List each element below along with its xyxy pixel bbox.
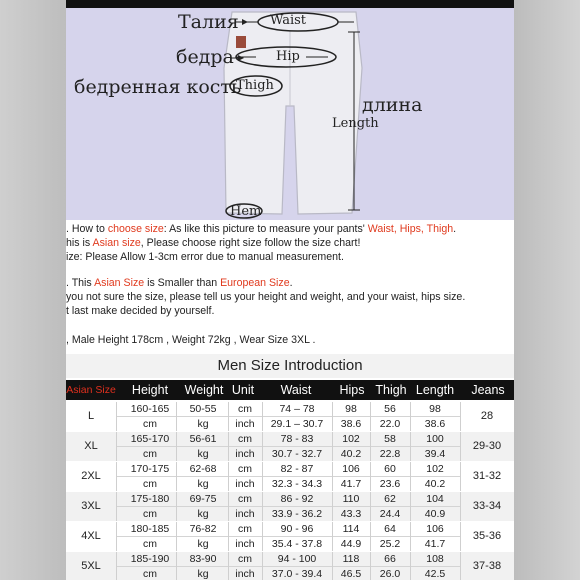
header-thigh: Thigh xyxy=(375,383,407,397)
thigh-inch-cell: 24.4 xyxy=(379,508,401,520)
table-row xyxy=(66,432,514,461)
label-ru-hips: бедра xyxy=(176,46,234,68)
column-divider xyxy=(228,462,229,491)
waist-cm-cell: 86 - 92 xyxy=(280,493,314,505)
column-divider xyxy=(228,552,229,580)
hips-cm-cell: 110 xyxy=(342,493,360,505)
column-divider xyxy=(332,492,333,521)
column-divider xyxy=(176,492,177,521)
size-chart-image xyxy=(66,8,514,580)
column-divider xyxy=(228,402,229,431)
unit-inch-cell: inch xyxy=(235,568,255,580)
weight-cm-cell: 50-55 xyxy=(189,403,217,415)
row-divider xyxy=(116,446,460,447)
height-cm-cell: 185-190 xyxy=(130,553,170,565)
instruction-line-5: you not sure the size, please tell us your height and weight, and your waist, hips size. xyxy=(66,291,466,303)
length-inch-cell: 41.7 xyxy=(424,538,446,550)
unit-inch-cell: inch xyxy=(235,508,255,520)
hips-inch-cell: 40.2 xyxy=(340,448,362,460)
waist-cm-cell: 94 - 100 xyxy=(277,553,317,565)
column-divider xyxy=(332,522,333,551)
hips-inch-cell: 41.7 xyxy=(340,478,362,490)
pants-illustration xyxy=(66,8,514,220)
weight-inch-cell: kg xyxy=(197,448,209,460)
unit-cm-cell: cm xyxy=(238,553,252,565)
table-row xyxy=(66,462,514,491)
waist-inch-cell: 33.9 - 36.2 xyxy=(271,508,323,520)
length-inch-cell: 38.6 xyxy=(424,418,446,430)
weight-inch-cell: kg xyxy=(197,508,209,520)
waist-inch-cell: 29.1 – 30.7 xyxy=(270,418,324,430)
waist-inch-cell: 32.3 - 34.3 xyxy=(271,478,323,490)
length-cm-cell: 108 xyxy=(426,553,444,565)
column-divider xyxy=(262,492,263,521)
unit-inch-cell: inch xyxy=(235,538,255,550)
column-divider xyxy=(332,552,333,580)
column-divider xyxy=(262,462,263,491)
column-divider xyxy=(262,432,263,461)
weight-cm-cell: 69-75 xyxy=(189,493,217,505)
column-divider xyxy=(176,522,177,551)
header-weight: Weight xyxy=(184,383,224,397)
blurred-right-border xyxy=(514,0,580,580)
column-divider xyxy=(370,462,371,491)
thigh-cm-cell: 62 xyxy=(384,493,396,505)
instruction-line-2: his is Asian size, Please choose right size follow the size chart! xyxy=(66,237,361,249)
instruction-line-1: . How to choose size: As like this picture to measure your pants' Waist, Hips, Thigh. xyxy=(66,223,457,235)
header-height: Height xyxy=(131,383,169,397)
weight-inch-cell: kg xyxy=(197,538,209,550)
label-hip: Hip xyxy=(276,49,300,64)
length-cm-cell: 100 xyxy=(426,433,444,445)
height-inch-cell: cm xyxy=(143,478,157,490)
thigh-inch-cell: 22.0 xyxy=(379,418,401,430)
column-divider xyxy=(116,402,117,431)
label-ru-waist: Талия xyxy=(178,11,239,33)
height-inch-cell: cm xyxy=(143,448,157,460)
column-divider xyxy=(332,402,333,431)
length-inch-cell: 40.2 xyxy=(424,478,446,490)
thigh-cm-cell: 66 xyxy=(384,553,396,565)
column-divider xyxy=(410,462,411,491)
weight-inch-cell: kg xyxy=(197,418,209,430)
column-divider xyxy=(116,462,117,491)
jeans-cell: 35-36 xyxy=(472,530,502,542)
waist-inch-cell: 37.0 - 39.4 xyxy=(271,568,323,580)
weight-cm-cell: 76-82 xyxy=(189,523,217,535)
column-divider xyxy=(176,552,177,580)
header-waist: Waist xyxy=(280,383,312,397)
column-divider xyxy=(332,462,333,491)
weight-cm-cell: 62-68 xyxy=(189,463,217,475)
hips-cm-cell: 102 xyxy=(342,433,360,445)
hips-cm-cell: 114 xyxy=(342,523,360,535)
unit-inch-cell: inch xyxy=(235,448,255,460)
size-cell: L xyxy=(87,410,95,422)
thigh-cm-cell: 60 xyxy=(384,463,396,475)
column-divider xyxy=(116,552,117,580)
column-divider xyxy=(410,552,411,580)
header-length: Length xyxy=(415,383,455,397)
blurred-left-border xyxy=(0,0,66,580)
header-jeans: Jeans xyxy=(471,383,505,397)
table-row xyxy=(66,522,514,551)
waist-cm-cell: 74 – 78 xyxy=(279,403,315,415)
column-divider xyxy=(116,492,117,521)
length-inch-cell: 40.9 xyxy=(424,508,446,520)
length-cm-cell: 104 xyxy=(426,493,444,505)
unit-cm-cell: cm xyxy=(238,433,252,445)
table-header-row xyxy=(66,380,514,400)
thigh-cm-cell: 56 xyxy=(384,403,396,415)
table-row xyxy=(66,552,514,580)
weight-cm-cell: 83-90 xyxy=(189,553,217,565)
hips-cm-cell: 98 xyxy=(345,403,357,415)
jeans-cell: 29-30 xyxy=(472,440,502,452)
waist-cm-cell: 78 - 83 xyxy=(280,433,314,445)
instruction-line-6: t last make decided by yourself. xyxy=(66,305,215,317)
header-hips: Hips xyxy=(339,383,365,397)
hips-inch-cell: 44.9 xyxy=(340,538,362,550)
unit-inch-cell: inch xyxy=(235,418,255,430)
waist-inch-cell: 30.7 - 32.7 xyxy=(271,448,323,460)
waist-cm-cell: 90 - 96 xyxy=(280,523,314,535)
hips-cm-cell: 106 xyxy=(342,463,360,475)
table-row xyxy=(66,402,514,431)
column-divider xyxy=(460,462,461,491)
instruction-line-4: . This Asian Size is Smaller than European Size. xyxy=(66,277,293,289)
row-divider xyxy=(116,416,460,417)
top-black-bar xyxy=(66,0,514,8)
unit-cm-cell: cm xyxy=(238,463,252,475)
jeans-cell: 33-34 xyxy=(472,500,502,512)
column-divider xyxy=(116,432,117,461)
column-divider xyxy=(460,432,461,461)
height-inch-cell: cm xyxy=(143,508,157,520)
label-hem: Hem xyxy=(230,204,262,219)
length-cm-cell: 102 xyxy=(426,463,444,475)
label-waist: Waist xyxy=(270,13,307,28)
weight-cm-cell: 56-61 xyxy=(189,433,217,445)
thigh-inch-cell: 23.6 xyxy=(379,478,401,490)
row-divider xyxy=(116,566,460,567)
jeans-cell: 37-38 xyxy=(472,560,502,572)
size-cell: 3XL xyxy=(81,500,101,512)
row-divider xyxy=(116,536,460,537)
unit-cm-cell: cm xyxy=(238,493,252,505)
size-cell: 5XL xyxy=(81,560,101,572)
hips-cm-cell: 118 xyxy=(342,553,360,565)
length-cm-cell: 106 xyxy=(426,523,444,535)
label-ru-length: длина xyxy=(362,94,423,116)
column-divider xyxy=(410,402,411,431)
thigh-cm-cell: 64 xyxy=(384,523,396,535)
column-divider xyxy=(410,432,411,461)
unit-cm-cell: cm xyxy=(238,403,252,415)
column-divider xyxy=(332,432,333,461)
length-cm-cell: 98 xyxy=(429,403,441,415)
table-title: Men Size Introduction xyxy=(66,354,514,378)
size-cell: XL xyxy=(84,440,98,452)
column-divider xyxy=(370,432,371,461)
column-divider xyxy=(460,552,461,580)
column-divider xyxy=(176,432,177,461)
column-divider xyxy=(262,552,263,580)
size-cell: 4XL xyxy=(81,530,101,542)
column-divider xyxy=(370,492,371,521)
height-cm-cell: 160-165 xyxy=(130,403,170,415)
row-divider xyxy=(116,476,460,477)
unit-cm-cell: cm xyxy=(238,523,252,535)
column-divider xyxy=(460,492,461,521)
column-divider xyxy=(460,522,461,551)
column-divider xyxy=(370,522,371,551)
column-divider xyxy=(262,402,263,431)
column-divider xyxy=(228,522,229,551)
hips-inch-cell: 43.3 xyxy=(340,508,362,520)
column-divider xyxy=(410,492,411,521)
waist-cm-cell: 82 - 87 xyxy=(280,463,314,475)
column-divider xyxy=(176,402,177,431)
height-cm-cell: 175-180 xyxy=(130,493,170,505)
waist-inch-cell: 35.4 - 37.8 xyxy=(271,538,323,550)
unit-inch-cell: inch xyxy=(235,478,255,490)
instruction-line-7: , Male Height 178cm , Weight 72kg , Wear Size 3XL . xyxy=(66,334,316,346)
pants-measurement-photo xyxy=(66,8,514,220)
hips-inch-cell: 46.5 xyxy=(340,568,362,580)
height-inch-cell: cm xyxy=(143,568,157,580)
row-divider xyxy=(116,506,460,507)
header-asian-size: Asian Size xyxy=(66,384,116,396)
length-inch-cell: 39.4 xyxy=(424,448,446,460)
size-cell: 2XL xyxy=(81,470,101,482)
column-divider xyxy=(370,552,371,580)
label-tag xyxy=(236,36,246,48)
column-divider xyxy=(410,522,411,551)
hips-inch-cell: 38.6 xyxy=(340,418,362,430)
weight-inch-cell: kg xyxy=(197,478,209,490)
thigh-cm-cell: 58 xyxy=(384,433,396,445)
column-divider xyxy=(370,402,371,431)
height-cm-cell: 165-170 xyxy=(130,433,170,445)
column-divider xyxy=(228,492,229,521)
table-row xyxy=(66,492,514,521)
label-ru-thigh: бедренная кость xyxy=(74,76,242,98)
thigh-inch-cell: 26.0 xyxy=(379,568,401,580)
instruction-line-3: ize: Please Allow 1-3cm error due to manual measurement. xyxy=(66,251,344,263)
header-unit: Unit xyxy=(231,383,255,397)
height-cm-cell: 180-185 xyxy=(130,523,170,535)
length-inch-cell: 42.5 xyxy=(424,568,446,580)
thigh-inch-cell: 22.8 xyxy=(379,448,401,460)
column-divider xyxy=(228,432,229,461)
height-inch-cell: cm xyxy=(143,538,157,550)
column-divider xyxy=(460,402,461,431)
thigh-inch-cell: 25.2 xyxy=(379,538,401,550)
jeans-cell: 31-32 xyxy=(472,470,502,482)
height-cm-cell: 170-175 xyxy=(130,463,170,475)
weight-inch-cell: kg xyxy=(197,568,209,580)
jeans-cell: 28 xyxy=(480,410,494,422)
height-inch-cell: cm xyxy=(143,418,157,430)
column-divider xyxy=(262,522,263,551)
column-divider xyxy=(116,522,117,551)
label-length: Length xyxy=(332,116,379,131)
label-thigh: Thigh xyxy=(236,78,274,93)
column-divider xyxy=(176,462,177,491)
